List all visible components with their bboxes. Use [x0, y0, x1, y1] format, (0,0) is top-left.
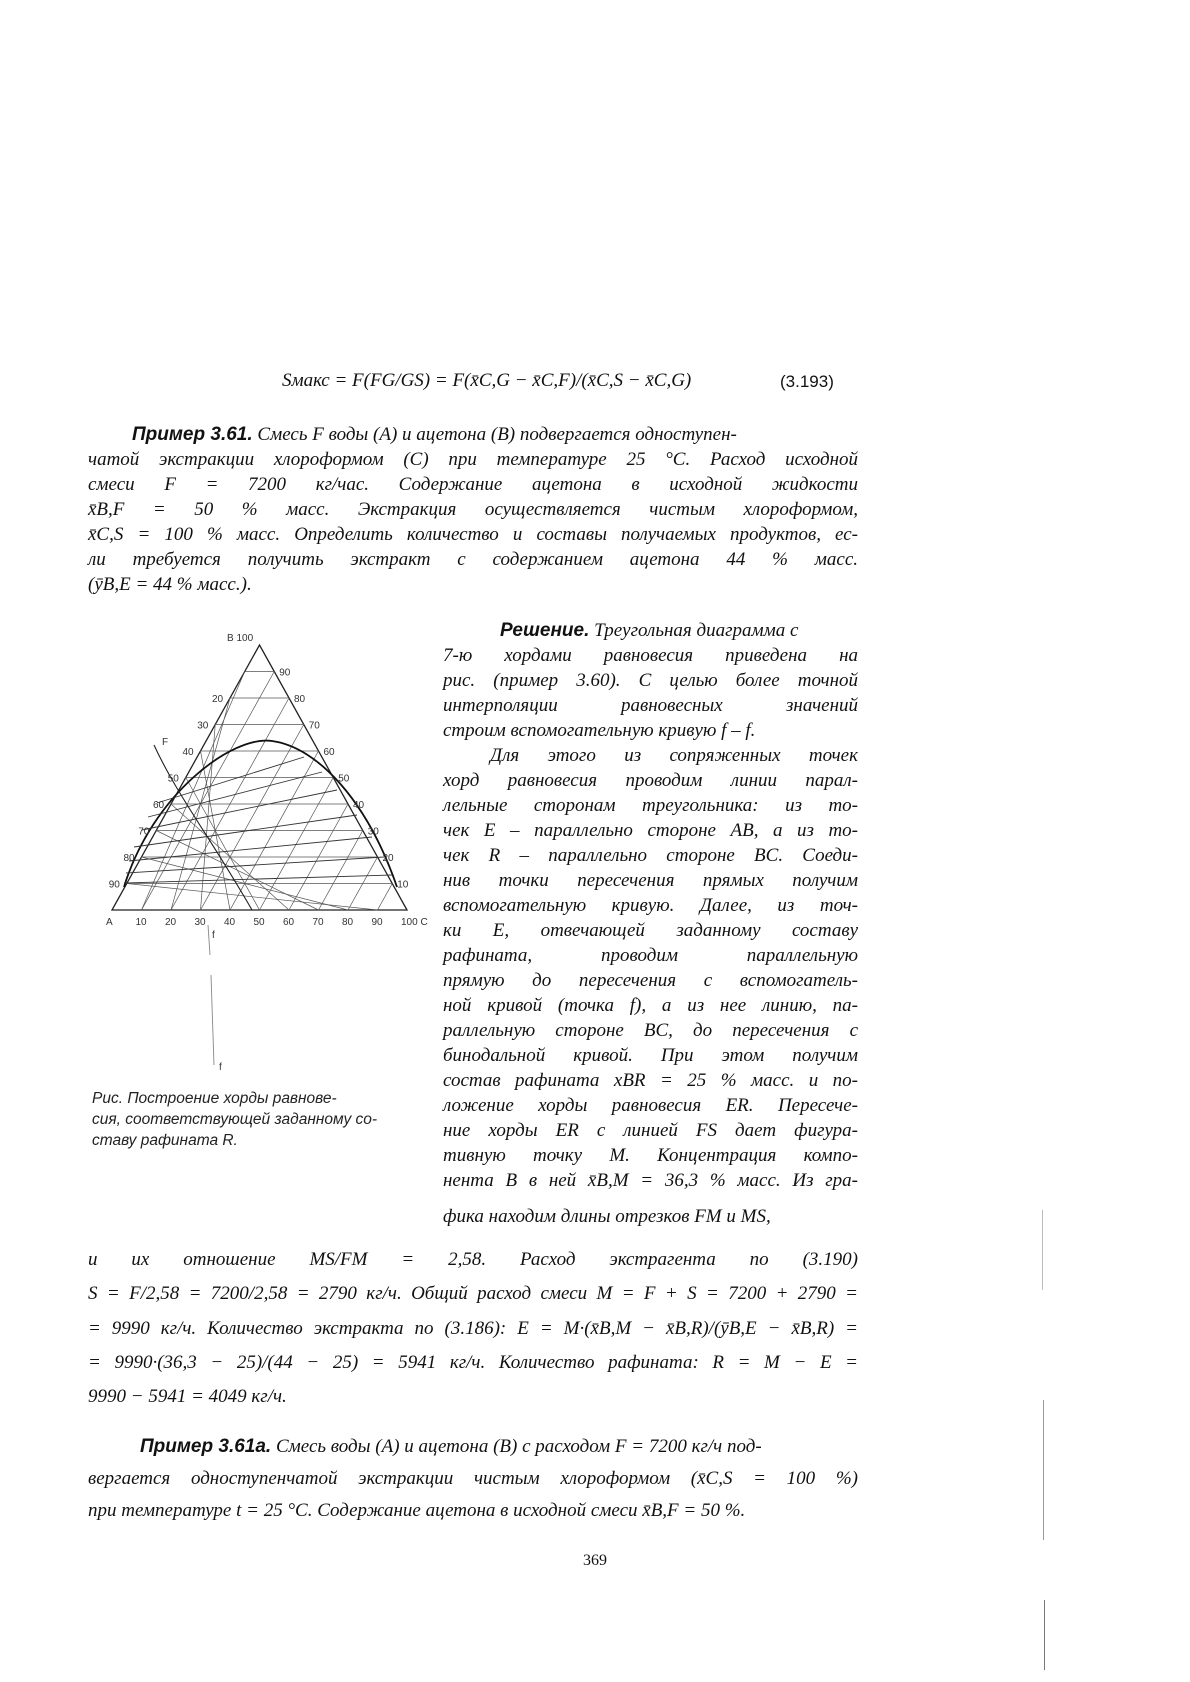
- example-3-61-line-1: [132, 424, 858, 446]
- example-3-61-line-5: x̄C,S = 100 % масс. Определить количество и составы получаемых продуктов, ес-: [88, 524, 858, 545]
- example-3-61a-line-2: вергается одноступенчатой экстракции чистым хлороформом (x̄C,S = 100 %): [88, 1468, 858, 1489]
- caption-line: ставу рафината R.: [92, 1132, 238, 1149]
- right-axis-tick: 70: [308, 720, 320, 732]
- solution-line-1: [500, 620, 858, 642]
- bottom-axis-tick: 40: [224, 917, 236, 928]
- left-axis-tick: 50: [167, 773, 179, 785]
- page-number: 369: [583, 1552, 607, 1569]
- example-3-61a-heading: Пример 3.61а.: [140, 1436, 272, 1457]
- solution-line-7: хорд равновесия проводим линии парал-: [443, 770, 858, 791]
- equation-number: (3.193): [780, 372, 834, 391]
- solution-line-18: бинодальной кривой. При этом получим: [443, 1045, 858, 1066]
- solution-line-6: Для этого из сопряженных точек: [490, 745, 858, 766]
- triangle-grid: [127, 672, 393, 911]
- right-axis-tick: 30: [367, 826, 379, 838]
- solution-line-10: чек R – параллельно стороне BC. Соеди-: [443, 845, 858, 866]
- example-3-61-line-3: смеси F = 7200 кг/час. Содержание ацетона в исходной жидкости: [88, 474, 858, 495]
- right-axis-tick: 60: [323, 747, 335, 758]
- example-3-61-heading: Пример 3.61.: [132, 424, 253, 445]
- left-axis-tick: 40: [182, 747, 194, 758]
- right-axis-tick: 80: [294, 694, 306, 705]
- example-3-61-line-2: чатой экстракции хлороформом (C) при температуре 25 °C. Расход исходной: [88, 449, 858, 470]
- example-3-61-line-6: ли требуется получить экстракт с содержанием ацетона 44 % масс.: [88, 549, 858, 570]
- solution-line-8: лельные сторонам треугольника: из то-: [443, 795, 858, 816]
- solution-line-4: интерполяции равновесных значений: [443, 695, 858, 716]
- bottom-axis-tick: 80: [342, 917, 354, 928]
- bottom-axis-tick: 10: [135, 917, 147, 928]
- solution-line-23: нента B в ней x̄B,M = 36,3 % масс. Из гра-: [443, 1170, 858, 1191]
- bottom-axis-tick: 100 C: [401, 917, 428, 928]
- solution-line-3: рис. (пример 3.60). С целью более точной: [443, 670, 858, 691]
- example-text: Смесь F воды (A) и ацетона (B) подвергается одноступен-: [257, 424, 737, 445]
- left-axis-tick: 90: [108, 879, 120, 891]
- formula-3-193: Sмакс = F(FG/GS) = F(x̄C,G − x̄C,F)/(x̄C,S − x̄C,G): [282, 370, 692, 391]
- point-label-f-bottom: f: [219, 1062, 222, 1073]
- solution-line-11: нив точки пересечения прямых получим: [443, 870, 858, 891]
- solution-line-21: ние хорды ER с линией FS дает фигура-: [443, 1120, 858, 1141]
- solution-line-24: фика находим длины отрезков FM и MS,: [443, 1206, 771, 1227]
- solution-line-17: раллельную стороне BC, до пересечения с: [443, 1020, 858, 1041]
- left-axis-tick: 60: [153, 800, 165, 811]
- left-axis-tick: 20: [212, 694, 224, 705]
- bottom-axis-tick: 20: [165, 917, 177, 928]
- right-axis-tick: 50: [338, 773, 350, 785]
- body-line-2: S = F/2,58 = 7200/2,58 = 2790 кг/ч. Общий расход смеси M = F + S = 7200 + 2790 =: [88, 1283, 858, 1304]
- bottom-axis-tick: 60: [283, 917, 295, 928]
- scan-artifact: [1043, 1400, 1044, 1540]
- solution-text: Треугольная диаграмма с: [594, 620, 799, 641]
- diagram-labels: [106, 633, 428, 1073]
- body-line-5: 9990 − 5941 = 4049 кг/ч.: [88, 1386, 287, 1407]
- example-3-61-line-4: x̄B,F = 50 % масс. Экстракция осуществляется чистым хлороформом,: [88, 499, 858, 520]
- figure-caption: [92, 1088, 432, 1151]
- example-text: Смесь воды (A) и ацетона (B) с расходом F = 7200 кг/ч под-: [275, 1436, 762, 1457]
- example-3-61-line-7: (ȳB,E = 44 % масс.).: [88, 574, 252, 595]
- bottom-axis-tick: 90: [371, 917, 383, 928]
- right-axis-tick: 40: [353, 800, 365, 811]
- example-3-61a-line-3: при температуре t = 25 °C. Содержание ацетона в исходной смеси x̄B,F = 50 %.: [88, 1500, 746, 1521]
- scan-artifact: [1042, 1210, 1043, 1290]
- bottom-axis-tick: A: [106, 917, 113, 928]
- solution-line-19: состав рафината xBR = 25 % масс. и по-: [443, 1070, 858, 1091]
- solution-line-16: ной кривой (точка f), а из нее линию, па-: [443, 995, 858, 1016]
- right-axis-tick: 90: [279, 667, 291, 679]
- solution-line-14: рафината, проводим параллельную: [443, 945, 858, 966]
- extension-line: [208, 925, 214, 1065]
- right-axis-tick: 20: [382, 853, 394, 864]
- point-label-f: F: [162, 737, 169, 748]
- left-axis-tick: 70: [138, 826, 150, 838]
- solution-line-9: чек E – параллельно стороне AB, а из то-: [443, 820, 858, 841]
- bottom-axis-tick: 70: [312, 917, 324, 928]
- apex-label-b: B 100: [227, 633, 254, 644]
- caption-line: Рис. Построение хорды равнове-: [92, 1090, 337, 1107]
- left-axis-tick: 30: [197, 720, 209, 732]
- example-3-61a-line-1: [140, 1436, 858, 1458]
- tie-lines: [124, 757, 392, 883]
- solution-line-2: 7-ю хордами равновесия приведена на: [443, 645, 858, 666]
- bottom-axis-tick: 30: [194, 917, 206, 928]
- solution-line-13: ки E, отвечающей заданному составу: [443, 920, 858, 941]
- caption-line: сия, соответствующей заданному со-: [92, 1111, 378, 1128]
- solution-heading: Решение.: [500, 620, 590, 641]
- solution-line-12: вспомогательную кривую. Далее, из точ-: [443, 895, 858, 916]
- body-line-1: и их отношение MS/FM = 2,58. Расход экстрагента по (3.190): [88, 1249, 858, 1270]
- solution-line-20: ложение хорды равновесия ER. Пересече-: [443, 1095, 858, 1116]
- ternary-diagram: [82, 625, 442, 1080]
- solution-line-5: строим вспомогательную кривую f – f.: [443, 720, 756, 741]
- solution-line-22: тивную точку M. Концентрация компо-: [443, 1145, 858, 1166]
- solution-line-15: прямую до пересечения с вспомогатель-: [443, 970, 858, 991]
- body-line-4: = 9990·(36,3 − 25)/(44 − 25) = 5941 кг/ч. Количество рафината: R = M − E =: [88, 1352, 858, 1373]
- right-axis-tick: 10: [397, 879, 409, 891]
- left-axis-tick: 80: [123, 853, 135, 864]
- point-label-f-lower: f: [212, 930, 215, 941]
- body-line-3: = 9990 кг/ч. Количество экстракта по (3.186): E = M·(x̄B,M − x̄B,R)/(ȳB,E − x̄B,R) =: [88, 1318, 858, 1339]
- scan-artifact: [1044, 1600, 1045, 1670]
- bottom-axis-tick: 50: [253, 917, 265, 928]
